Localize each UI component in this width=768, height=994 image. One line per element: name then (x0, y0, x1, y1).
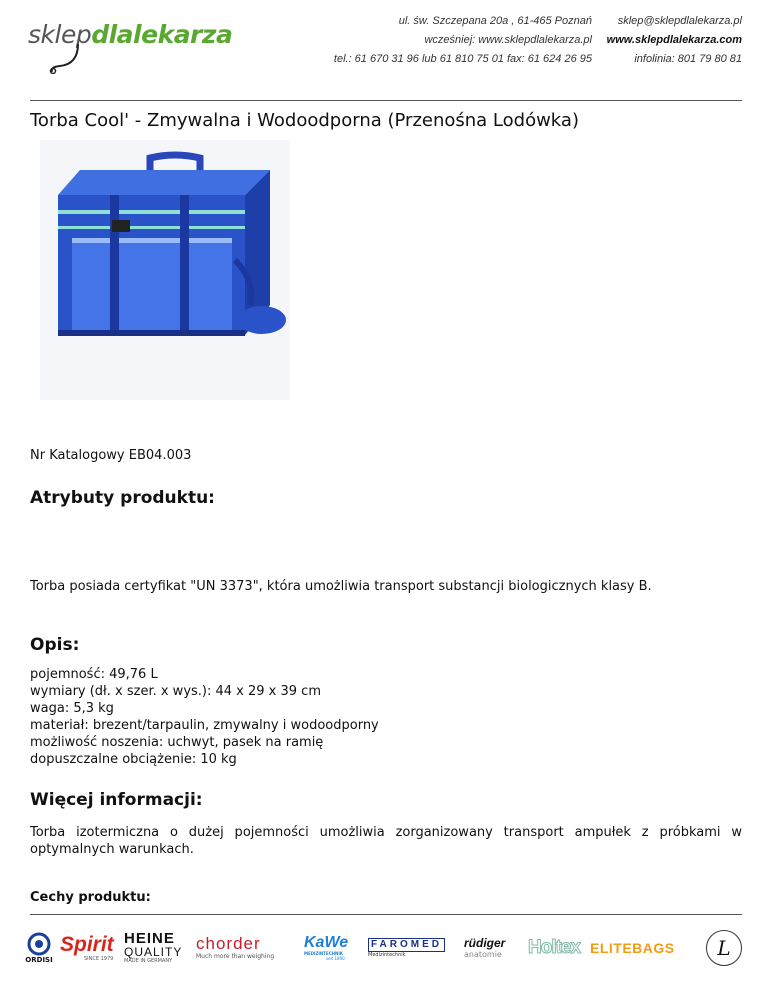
attributes-text: Torba posiada certyfikat "UN 3373", która umożliwia transport substancji biologicznych klasy B. (30, 579, 652, 594)
logo-part2: dlalekarza (91, 20, 233, 49)
spirit-label: Spirit (60, 932, 114, 956)
ordisi-label: ORDISI (25, 955, 53, 964)
holtex-label: Holtex (528, 936, 581, 958)
brand-faromed[interactable] (368, 925, 448, 970)
brand-spirit[interactable] (60, 925, 120, 970)
stethoscope-icon (48, 44, 118, 74)
page-header (0, 0, 768, 100)
heine-sub: QUALITY (124, 944, 183, 959)
brand-logos-strip (20, 925, 750, 970)
heine-label: HEINE (124, 929, 175, 947)
kawe-sub: MEDIZINTECHNIK (304, 950, 343, 956)
header-divider (30, 100, 742, 101)
faromed-sub: Medizintechnik (368, 951, 406, 958)
chorder-label: chorder (196, 934, 261, 953)
logo-part1: sklep (28, 20, 92, 49)
brand-rudiger[interactable] (464, 925, 514, 970)
contact-address-block (330, 12, 592, 69)
features-heading: Cechy produktu: (30, 890, 151, 905)
product-image (40, 140, 290, 400)
more-info-text: Torba izotermiczna o dużej pojemności umożliwia zorganizowany transport ampułek z próbkami w optymalnych warunkach. (30, 825, 742, 857)
brand-littmann[interactable] (706, 925, 746, 970)
spec-weight: waga: 5,3 kg (30, 701, 114, 716)
heine-sub2: MADE IN GERMANY (124, 957, 173, 964)
description-list (30, 666, 742, 768)
rudiger-label: rüdiger (464, 935, 506, 950)
attributes-heading: Atrybuty produktu: (30, 488, 215, 508)
brand-elitebags[interactable] (590, 925, 696, 970)
contact-online-block (604, 12, 742, 69)
brand-chorder[interactable] (196, 925, 288, 970)
spirit-sub: SINCE 1979 (84, 955, 114, 962)
catalog-number: Nr Katalogowy EB04.003 (30, 448, 192, 463)
littmann-label: L (717, 935, 731, 960)
product-title: Torba Cool' - Zmywalna i Wodoodporna (Przenośna Lodówka) (30, 110, 579, 131)
more-info-heading: Więcej informacji: (30, 790, 203, 810)
website-link[interactable]: www.sklepdlalekarza.com (606, 34, 742, 46)
kawe-sub2: seit 1890 (326, 955, 345, 961)
spec-capacity: pojemność: 49,76 L (30, 667, 158, 682)
brand-holtex[interactable] (528, 925, 581, 970)
chorder-sub: Much more than weighing (196, 953, 275, 960)
brand-ordisi[interactable] (22, 925, 56, 970)
spec-material: materiał: brezent/tarpaulin, zmywalny i wodoodporny (30, 718, 379, 733)
brand-heine[interactable] (124, 925, 184, 970)
description-heading: Opis: (30, 635, 80, 655)
spec-load: dopuszczalne obciążenie: 10 kg (30, 752, 237, 767)
email-link[interactable]: sklep@sklepdlalekarza.pl (617, 15, 742, 27)
faromed-label: FAROMED (368, 938, 445, 952)
littmann-seal (706, 930, 742, 966)
footer-divider (30, 914, 742, 915)
ordisi-icon (27, 932, 51, 956)
elitebags-label: ELITEBAGS (590, 939, 675, 956)
store-logo[interactable] (28, 14, 233, 74)
previous-site-text[interactable]: wcześniej: www.sklepdlalekarza.pl (424, 34, 592, 46)
kawe-label: KaWe (304, 933, 349, 951)
phones-text: tel.: 61 670 31 96 lub 61 810 75 01 fax: 61 624 26 95 (333, 53, 592, 65)
spec-carry: możliwość noszenia: uchwyt, pasek na ramię (30, 735, 324, 750)
rudiger-sub: anatomie (464, 949, 502, 959)
brand-kawe[interactable] (304, 925, 354, 970)
spec-dimensions: wymiary (dł. x szer. x wys.): 44 x 29 x 39 cm (30, 684, 321, 699)
infoline-text: infolinia: 801 79 80 81 (634, 53, 742, 65)
address-text: ul. św. Szczepana 20a , 61-465 Poznań (398, 15, 592, 27)
